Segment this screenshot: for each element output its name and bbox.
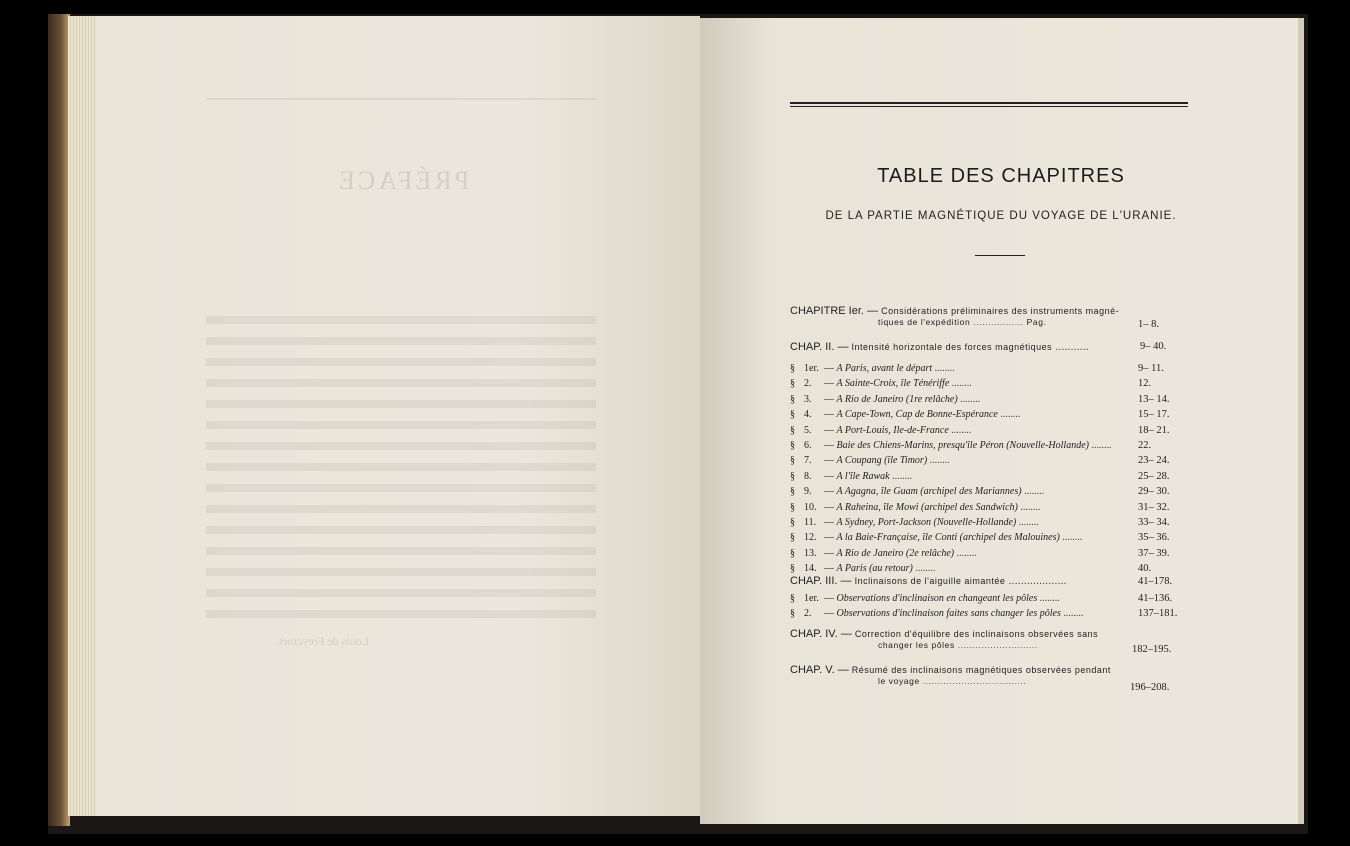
chapter-1-pages: 1– 8.	[1138, 319, 1159, 330]
leader-dots: ........	[997, 409, 1021, 421]
dash: —	[824, 455, 834, 467]
section-entry	[790, 593, 1060, 604]
chapter-label: CHAP. IV. —	[790, 628, 852, 640]
section-pages: 40.	[1138, 563, 1152, 575]
section-entry	[790, 394, 980, 405]
leader-dots: ........	[954, 547, 977, 559]
section-text: A la Baie-Française, île Conti (archipel des Malouines)	[836, 532, 1060, 544]
section-pages: 9– 11.	[1138, 363, 1164, 374]
section-text: A Sainte-Croix, île Ténériffe	[836, 378, 950, 390]
section-symbol: §	[790, 547, 795, 559]
leader-dots: ........	[932, 363, 955, 374]
section-symbol: §	[790, 440, 795, 451]
leader-dots: ........	[1017, 501, 1041, 513]
section-number: 9.	[804, 486, 812, 498]
dash: —	[824, 363, 834, 374]
section-text: A Raheina, île Mowi (archipel des Sandwich)	[836, 501, 1018, 513]
section-entry	[790, 548, 977, 559]
section-symbol: §	[790, 501, 795, 513]
page-title: TABLE DES CHAPITRES	[877, 165, 1125, 187]
bleed-rule	[206, 98, 596, 100]
section-text: A Paris (au retour)	[836, 563, 913, 575]
section-entry	[790, 425, 971, 436]
section-text: Observations d'inclinaison en changeant les pôles	[836, 593, 1038, 604]
page-edges	[68, 16, 98, 816]
dash: —	[824, 563, 834, 575]
leader-dots: ........	[949, 378, 972, 390]
section-text: A Coupang (île Timor)	[836, 455, 928, 467]
section-pages: 137–181.	[1138, 607, 1178, 619]
leader-dots: ........	[948, 424, 972, 436]
chapter-desc: Correction d'équilibre des inclinaisons observées sans	[854, 629, 1099, 639]
leader-dots: ........	[1088, 440, 1112, 451]
leader-dots: ........	[1021, 486, 1045, 498]
section-entry	[790, 409, 1020, 420]
section-entry	[790, 363, 955, 374]
section-pages: 41–136.	[1138, 593, 1173, 604]
section-symbol: §	[790, 486, 795, 498]
dash: —	[824, 470, 834, 482]
section-symbol: §	[790, 378, 795, 390]
section-pages: 29– 30.	[1138, 486, 1170, 498]
section-entry	[790, 440, 1111, 451]
dash: —	[824, 547, 834, 559]
leader-dots: ...........	[1052, 341, 1089, 353]
section-symbol: §	[790, 393, 795, 405]
section-entry	[790, 471, 912, 482]
section-entry	[790, 486, 1044, 497]
section-pages: 33– 34.	[1138, 517, 1170, 528]
dash: —	[824, 440, 834, 451]
section-symbol: §	[790, 470, 795, 482]
section-text: A Paris, avant le départ	[836, 363, 933, 374]
section-number: 3.	[804, 393, 812, 405]
leader-dots: ........	[1059, 532, 1083, 544]
section-text: A Rio de Janeiro (2e relâche)	[836, 547, 955, 559]
leader-dots: ........	[927, 455, 950, 467]
chapter-desc-cont: le voyage ...................................	[878, 676, 1027, 686]
section-entry	[790, 378, 972, 389]
section-number: 11.	[804, 517, 817, 528]
section-symbol: §	[790, 532, 795, 544]
section-text: A Agagna, île Guam (archipel des Mariannes)	[836, 486, 1022, 498]
leader-dots: ........	[1016, 517, 1039, 528]
dash: —	[824, 378, 834, 390]
chapter-label: CHAP. V. —	[790, 664, 849, 676]
section-text: Baie des Chiens-Marins, presqu'île Péron (Nouvelle-Hollande)	[836, 440, 1089, 451]
section-pages: 35– 36.	[1138, 532, 1170, 544]
leader-dots: ........	[1060, 607, 1084, 619]
chapter-5-pages: 196–208.	[1130, 682, 1170, 693]
dash: —	[824, 393, 834, 405]
book-spine	[48, 14, 70, 826]
dash: —	[824, 607, 834, 619]
section-number: 2.	[804, 607, 812, 619]
section-number: 5.	[804, 424, 812, 436]
top-rule-thin	[790, 106, 1188, 107]
section-entry	[790, 563, 935, 574]
section-text: Observations d'inclinaison faites sans changer les pôles	[836, 607, 1061, 619]
section-pages: 12.	[1138, 378, 1152, 390]
section-number: 13.	[804, 547, 817, 559]
section-pages: 31– 32.	[1138, 501, 1170, 513]
section-text: A Cape-Town, Cap de Bonne-Espérance	[836, 409, 998, 421]
chapter-label: CHAP. III. —	[790, 575, 852, 587]
section-number: 14.	[804, 563, 817, 575]
top-rule-thick	[790, 102, 1188, 104]
section-pages: 22.	[1138, 440, 1152, 451]
section-symbol: §	[790, 363, 795, 374]
chapter-3-pages: 41–178.	[1138, 576, 1173, 587]
section-text: A l'île Rawak	[836, 470, 890, 482]
right-page-edge	[1298, 18, 1304, 824]
section-symbol: §	[790, 424, 795, 436]
section-number: 6.	[804, 440, 812, 451]
section-pages: 13– 14.	[1138, 393, 1170, 405]
section-symbol: §	[790, 517, 795, 528]
page-subtitle: DE LA PARTIE MAGNÉTIQUE DU VOYAGE DE L'URANIE.	[825, 210, 1177, 222]
section-number: 10.	[804, 501, 817, 513]
section-entry	[790, 608, 1083, 619]
section-entry	[790, 502, 1040, 513]
section-pages: 23– 24.	[1138, 455, 1170, 467]
section-entry	[790, 532, 1082, 543]
section-number: 12.	[804, 532, 817, 544]
chapter-label: CHAPITRE Ier. —	[790, 305, 879, 317]
section-entry	[790, 517, 1039, 528]
section-pages: 18– 21.	[1138, 424, 1170, 436]
dash: —	[824, 593, 834, 604]
section-number: 4.	[804, 409, 812, 421]
section-symbol: §	[790, 593, 795, 604]
section-symbol: §	[790, 607, 795, 619]
chapter-desc: Intensité horizontale des forces magnétiques	[851, 342, 1053, 352]
dash: —	[824, 409, 834, 421]
dash: —	[824, 424, 834, 436]
leader-dots: ...................	[1005, 575, 1067, 587]
dash: —	[824, 517, 834, 528]
bleed-signature: Louis de Freycinet.	[276, 634, 369, 648]
dash: —	[824, 501, 834, 513]
right-page	[700, 18, 1302, 824]
dash: —	[824, 486, 834, 498]
leader-dots: ........	[889, 470, 913, 482]
section-symbol: §	[790, 563, 795, 575]
left-page	[96, 16, 700, 816]
chapter-4-pages: 182–195.	[1132, 644, 1172, 655]
section-number: 7.	[804, 455, 812, 467]
section-text: A Rio de Janeiro (1re relâche)	[836, 393, 958, 405]
chapter-3	[790, 575, 1190, 587]
section-number: 8.	[804, 470, 812, 482]
section-pages: 25– 28.	[1138, 470, 1170, 482]
section-number: 2.	[804, 378, 812, 390]
section-pages: 37– 39.	[1138, 547, 1170, 559]
section-number: 1er.	[804, 593, 819, 604]
chapter-2	[790, 341, 1190, 353]
chapter-desc-cont: tiques de l'expédition ................. Pag.	[878, 317, 1047, 327]
bleed-text-block	[206, 316, 596, 626]
chapter-5	[790, 664, 1190, 686]
section-symbol: §	[790, 409, 795, 421]
bleed-heading: PRÉFACE	[336, 166, 470, 195]
chapter-label: CHAP. II. —	[790, 341, 849, 353]
leader-dots: ........	[1037, 593, 1060, 604]
chapter-desc: Considérations préliminaires des instruments magné-	[881, 306, 1120, 316]
section-entry	[790, 455, 950, 466]
section-text: A Sydney, Port-Jackson (Nouvelle-Hollande)	[836, 517, 1017, 528]
chapter-desc: Inclinaisons de l'aiguille aimantée	[854, 576, 1006, 586]
chapter-desc: Résumé des inclinaisons magnétiques observées pendant	[851, 665, 1111, 675]
leader-dots: ........	[957, 393, 981, 405]
section-number: 1er.	[804, 363, 819, 374]
section-symbol: §	[790, 455, 795, 467]
section-text: A Port-Louis, Ile-de-France	[836, 424, 949, 436]
chapter-desc-cont: changer les pôles ...........................	[878, 640, 1038, 650]
leader-dots: ........	[912, 563, 936, 575]
chapter-2-pages: 9– 40.	[1140, 341, 1167, 352]
dash: —	[824, 532, 834, 544]
short-divider	[975, 255, 1025, 256]
section-pages: 15– 17.	[1138, 409, 1170, 421]
